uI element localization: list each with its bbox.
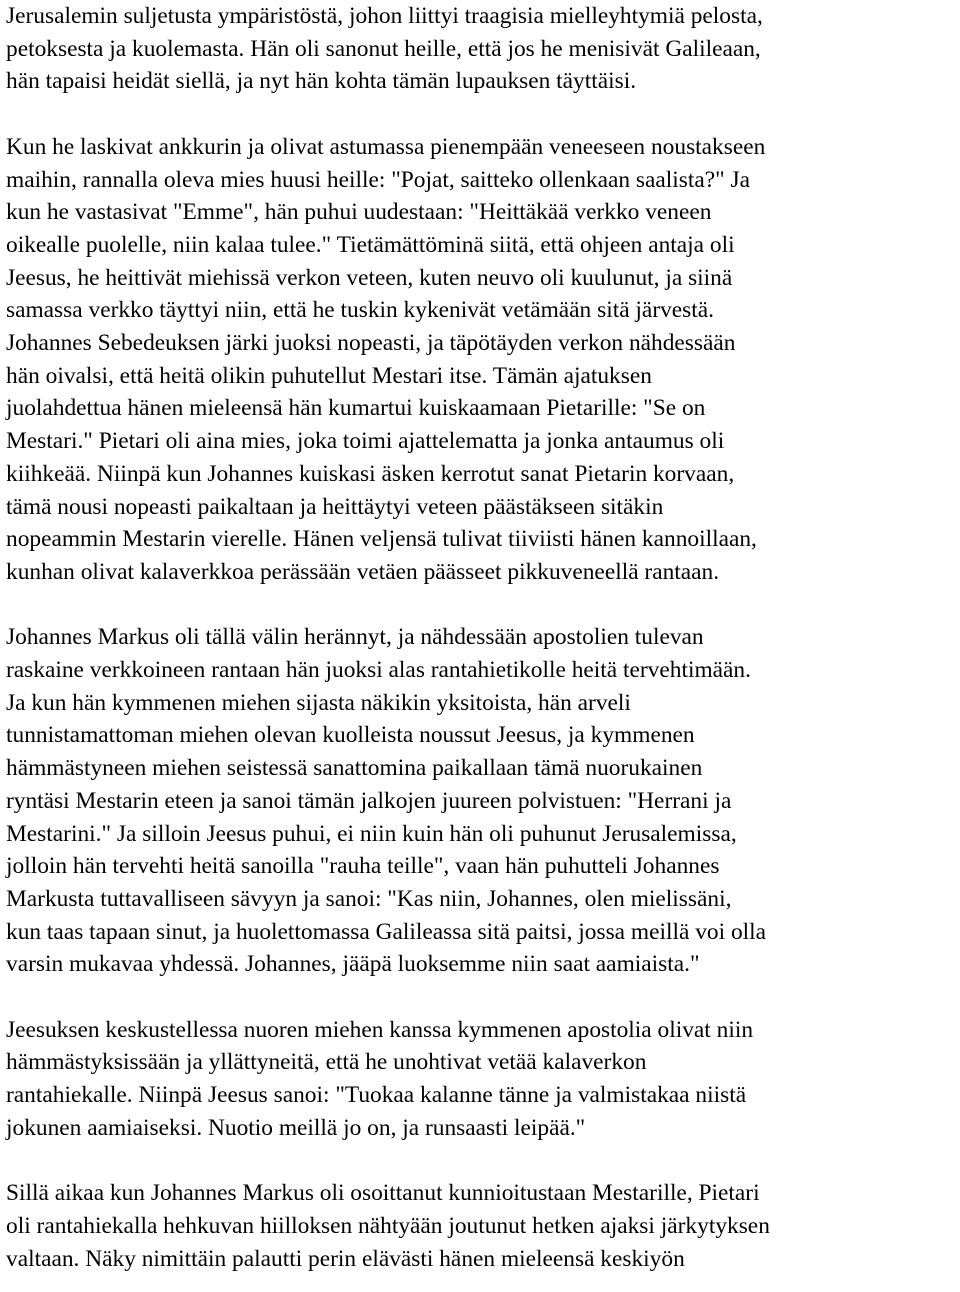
text-line: ryntäsi Mestarin eteen ja sanoi tämän jalkojen juureen polvistuen: "Herrani ja [6, 787, 732, 814]
text-line: Mestari." Pietari oli aina mies, joka toimi ajattelematta ja jonka antaumus oli [6, 428, 725, 455]
text-line: hämmästyksissään ja yllättyneitä, että he unohtivat vetää kalaverkon [6, 1049, 647, 1076]
text-line: hän oivalsi, että heitä olikin puhutellut Mestari itse. Tämän ajatuksen [6, 362, 652, 389]
text-line: kiihkeää. Niinpä kun Johannes kuiskasi äsken kerrotut sanat Pietarin korvaan, [6, 460, 735, 487]
paragraph-4 [6, 1014, 954, 1145]
text-line: kun he vastasivat "Emme", hän puhui uudestaan: "Heittäkää verkko veneen [6, 199, 712, 226]
paragraph-5 [6, 1177, 954, 1275]
text-line: varsin mukavaa yhdessä. Johannes, jääpä luoksemme niin saat aamiaista." [6, 951, 700, 978]
text-line: Jerusalemin suljetusta ympäristöstä, johon liittyi traagisia mielleyhtymiä pelosta, [6, 3, 763, 29]
text-line: oikealle puolelle, niin kalaa tulee." Tietämättöminä siitä, että ohjeen antaja oli [6, 231, 735, 258]
text-line: juolahdettua hänen mieleensä hän kumartui kuiskaamaan Pietarille: "Se on [6, 395, 706, 422]
text-line: valtaan. Näky nimittäin palautti perin elävästi hänen mieleensä keskiyön [6, 1245, 685, 1272]
text-line: raskaine verkkoineen rantaan hän juoksi alas rantahietikolle heitä tervehtimään. [6, 657, 751, 684]
paragraph-2 [6, 131, 954, 589]
text-line: tämä nousi nopeasti paikaltaan ja heittäytyi veteen päästäkseen sitäkin [6, 493, 664, 520]
text-line: rantahiekalle. Niinpä Jeesus sanoi: "Tuokaa kalanne tänne ja valmistakaa niistä [6, 1082, 747, 1109]
text-line: Kun he laskivat ankkurin ja olivat astumassa pienempään veneeseen noustakseen [6, 133, 766, 160]
text-line: kun taas tapaan sinut, ja huolettomassa Galileassa sitä paitsi, jossa meillä voi olla [6, 918, 767, 945]
text-line: Johannes Sebedeuksen järki juoksi nopeasti, ja täpötäyden verkon nähdessään [6, 330, 736, 357]
text-line: Mestarini." Ja silloin Jeesus puhui, ei niin kuin hän oli puhunut Jerusalemissa, [6, 820, 737, 847]
text-line: maihin, rannalla oleva mies huusi heille: "Pojat, saitteko ollenkaan saalista?" Ja [6, 166, 751, 193]
text-line: Markusta tuttavalliseen sävyyn ja sanoi: "Kas niin, Johannes, olen mielissäni, [6, 885, 732, 912]
text-line: petoksesta ja kuolemasta. Hän oli sanonut heille, että jos he menisivät Galileaan, [6, 35, 761, 62]
text-line: jokunen aamiaiseksi. Nuotio meillä jo on, ja runsaasti leipää." [6, 1114, 586, 1141]
text-line: Sillä aikaa kun Johannes Markus oli osoittanut kunnioitustaan Mestarille, Pietari [6, 1180, 760, 1207]
text-line: Jeesus, he heittivät miehissä verkon veteen, kuten neuvo oli kuulunut, ja siinä [6, 264, 733, 291]
text-line: hämmästyneen miehen seistessä sanattomina paikallaan tämä nuorukainen [6, 755, 703, 782]
text-line: hän tapaisi heidät siellä, ja nyt hän kohta tämän lupauksen täyttäisi. [6, 68, 637, 95]
text-line: tunnistamattoman miehen olevan kuolleista noussut Jeesus, ja kymmenen [6, 722, 695, 749]
text-line: oli rantahiekalla hehkuvan hiilloksen nähtyään joutunut hetken ajaksi järkytyksen [6, 1212, 770, 1239]
text-line: nopeammin Mestarin vierelle. Hänen veljensä tulivat tiiviisti hänen kannoillaan, [6, 526, 757, 553]
paragraph-3 [6, 621, 954, 981]
text-line: samassa verkko täyttyi niin, että he tuskin kykenivät vetämään sitä järvestä. [6, 297, 715, 324]
text-line: Ja kun hän kymmenen miehen sijasta näkikin yksitoista, hän arveli [6, 689, 631, 716]
text-line: Johannes Markus oli tällä välin herännyt, ja nähdessään apostolien tulevan [6, 624, 704, 651]
text-line: kunhan olivat kalaverkkoa perässään vetäen päässeet pikkuveneellä rantaan. [6, 558, 720, 585]
text-line: Jeesuksen keskustellessa nuoren miehen kanssa kymmenen apostolia olivat niin [6, 1016, 754, 1043]
text-line: jolloin hän tervehti heitä sanoilla "rauha teille", vaan hän puhutteli Johannes [6, 853, 720, 880]
paragraph-1 [6, 0, 954, 98]
